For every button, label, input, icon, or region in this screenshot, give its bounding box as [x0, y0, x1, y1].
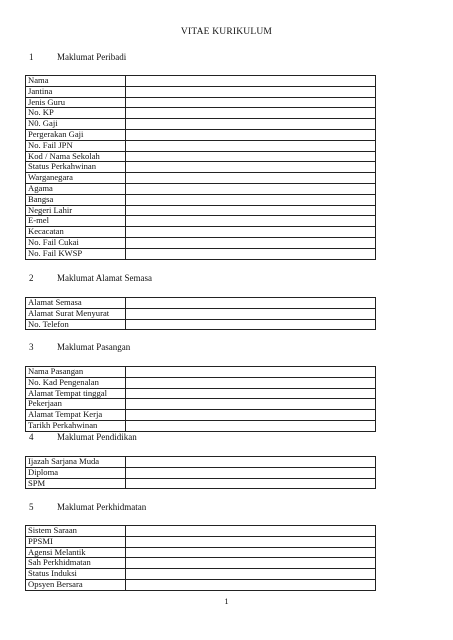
- field-value[interactable]: [126, 399, 376, 410]
- table-row: [26, 467, 376, 478]
- field-value[interactable]: [126, 319, 376, 330]
- table-row: [26, 579, 376, 590]
- field-label: Warganegara: [26, 173, 126, 184]
- table-alamat: [25, 297, 376, 330]
- field-value[interactable]: [126, 237, 376, 248]
- field-label: Kod / Nama Sekolah: [26, 151, 126, 162]
- field-label: Diploma: [26, 467, 126, 478]
- field-value[interactable]: [126, 388, 376, 399]
- field-value[interactable]: [126, 162, 376, 173]
- table-peribadi: [25, 75, 376, 260]
- field-label: No. Fail JPN: [26, 140, 126, 151]
- field-label: Pergerakan Gaji: [26, 129, 126, 140]
- table-row: [26, 569, 376, 580]
- field-label: Bangsa: [26, 194, 126, 205]
- field-label: No. Fail KWSP: [26, 248, 126, 259]
- field-label: Jenis Guru: [26, 97, 126, 108]
- field-value[interactable]: [126, 205, 376, 216]
- table-row: [26, 319, 376, 330]
- field-label: Sistem Saraan: [26, 526, 126, 537]
- field-value[interactable]: [126, 97, 376, 108]
- section-heading-perkhidmatan: [29, 502, 146, 512]
- field-value[interactable]: [126, 420, 376, 431]
- field-label: Nama Pasangan: [26, 367, 126, 378]
- field-value[interactable]: [126, 558, 376, 569]
- table-row: [26, 227, 376, 238]
- field-value[interactable]: [126, 216, 376, 227]
- section-heading-pasangan: [29, 342, 130, 352]
- field-value[interactable]: [126, 183, 376, 194]
- table-row: [26, 478, 376, 489]
- section-title: Maklumat Pasangan: [57, 342, 131, 352]
- page-number: 1: [224, 596, 229, 606]
- field-label: PPSMI: [26, 536, 126, 547]
- table-row: [26, 86, 376, 97]
- table-row: [26, 420, 376, 431]
- table-row: [26, 388, 376, 399]
- field-value[interactable]: [126, 151, 376, 162]
- section-heading-alamat: [29, 273, 152, 283]
- field-value[interactable]: [126, 108, 376, 119]
- section-heading-pendidikan: [29, 432, 137, 442]
- field-label: N0. Gaji: [26, 119, 126, 130]
- field-label: Negeri Lahir: [26, 205, 126, 216]
- section-heading-peribadi: [29, 52, 126, 62]
- field-label: No. KP: [26, 108, 126, 119]
- field-label: No. Telefon: [26, 319, 126, 330]
- field-label: Sah Perkhidmatan: [26, 558, 126, 569]
- field-label: No. Kad Pengenalan: [26, 377, 126, 388]
- field-label: Nama: [26, 76, 126, 87]
- field-value[interactable]: [126, 194, 376, 205]
- section-title: Maklumat Peribadi: [57, 52, 127, 62]
- field-value[interactable]: [126, 248, 376, 259]
- table-row: [26, 526, 376, 537]
- field-value[interactable]: [126, 536, 376, 547]
- field-value[interactable]: [126, 76, 376, 87]
- field-value[interactable]: [126, 173, 376, 184]
- field-value[interactable]: [126, 86, 376, 97]
- table-row: [26, 308, 376, 319]
- table-row: [26, 558, 376, 569]
- field-value[interactable]: [126, 129, 376, 140]
- table-row: [26, 205, 376, 216]
- field-value[interactable]: [126, 410, 376, 421]
- field-value[interactable]: [126, 547, 376, 558]
- section-number: 5: [29, 502, 34, 512]
- section-number: 1: [29, 52, 34, 62]
- section-number: 3: [29, 342, 34, 352]
- field-value[interactable]: [126, 579, 376, 590]
- table-row: [26, 140, 376, 151]
- table-pasangan: [25, 366, 376, 432]
- section-number: 4: [29, 432, 34, 442]
- field-label: Alamat Tempat tinggal: [26, 388, 126, 399]
- table-row: [26, 547, 376, 558]
- document-title: VITAE KURIKULUM: [180, 27, 273, 37]
- field-value[interactable]: [126, 119, 376, 130]
- table-row: [26, 129, 376, 140]
- table-row: [26, 76, 376, 87]
- table-row: [26, 162, 376, 173]
- table-row: [26, 367, 376, 378]
- field-value[interactable]: [126, 140, 376, 151]
- field-label: Alamat Semasa: [26, 298, 126, 309]
- table-row: [26, 183, 376, 194]
- table-row: [26, 108, 376, 119]
- field-label: Ijazah Sarjana Muda: [26, 457, 126, 468]
- field-value[interactable]: [126, 526, 376, 537]
- field-label: Agama: [26, 183, 126, 194]
- field-label: SPM: [26, 478, 126, 489]
- field-label: Tarikh Perkahwinan: [26, 420, 126, 431]
- table-row: [26, 151, 376, 162]
- table-row: [26, 457, 376, 468]
- table-row: [26, 536, 376, 547]
- table-row: [26, 119, 376, 130]
- field-value[interactable]: [126, 377, 376, 388]
- table-row: [26, 237, 376, 248]
- field-value[interactable]: [126, 478, 376, 489]
- field-label: E-mel: [26, 216, 126, 227]
- field-value[interactable]: [126, 227, 376, 238]
- field-label: Status Perkahwinan: [26, 162, 126, 173]
- section-title: Maklumat Perkhidmatan: [57, 502, 147, 512]
- field-label: Pekerjaan: [26, 399, 126, 410]
- section-title: Maklumat Pendidikan: [57, 432, 137, 442]
- table-row: [26, 410, 376, 421]
- field-value[interactable]: [126, 569, 376, 580]
- table-row: [26, 298, 376, 309]
- field-value[interactable]: [126, 457, 376, 468]
- table-perkhidmatan: [25, 525, 376, 591]
- field-label: Alamat Tempat Kerja: [26, 410, 126, 421]
- table-row: [26, 216, 376, 227]
- table-pendidikan: [25, 456, 376, 489]
- table-row: [26, 194, 376, 205]
- table-row: [26, 173, 376, 184]
- section-title: Maklumat Alamat Semasa: [57, 273, 152, 283]
- field-value[interactable]: [126, 367, 376, 378]
- field-label: Kecacatan: [26, 227, 126, 238]
- field-label: Agensi Melantik: [26, 547, 126, 558]
- field-label: Opsyen Bersara: [26, 579, 126, 590]
- field-label: Status Induksi: [26, 569, 126, 580]
- field-value[interactable]: [126, 467, 376, 478]
- table-row: [26, 399, 376, 410]
- table-row: [26, 377, 376, 388]
- field-value[interactable]: [126, 298, 376, 309]
- table-row: [26, 248, 376, 259]
- section-number: 2: [29, 273, 34, 283]
- field-label: Alamat Surat Menyurat: [26, 308, 126, 319]
- field-label: No. Fail Cukai: [26, 237, 126, 248]
- field-label: Jantina: [26, 86, 126, 97]
- table-row: [26, 97, 376, 108]
- field-value[interactable]: [126, 308, 376, 319]
